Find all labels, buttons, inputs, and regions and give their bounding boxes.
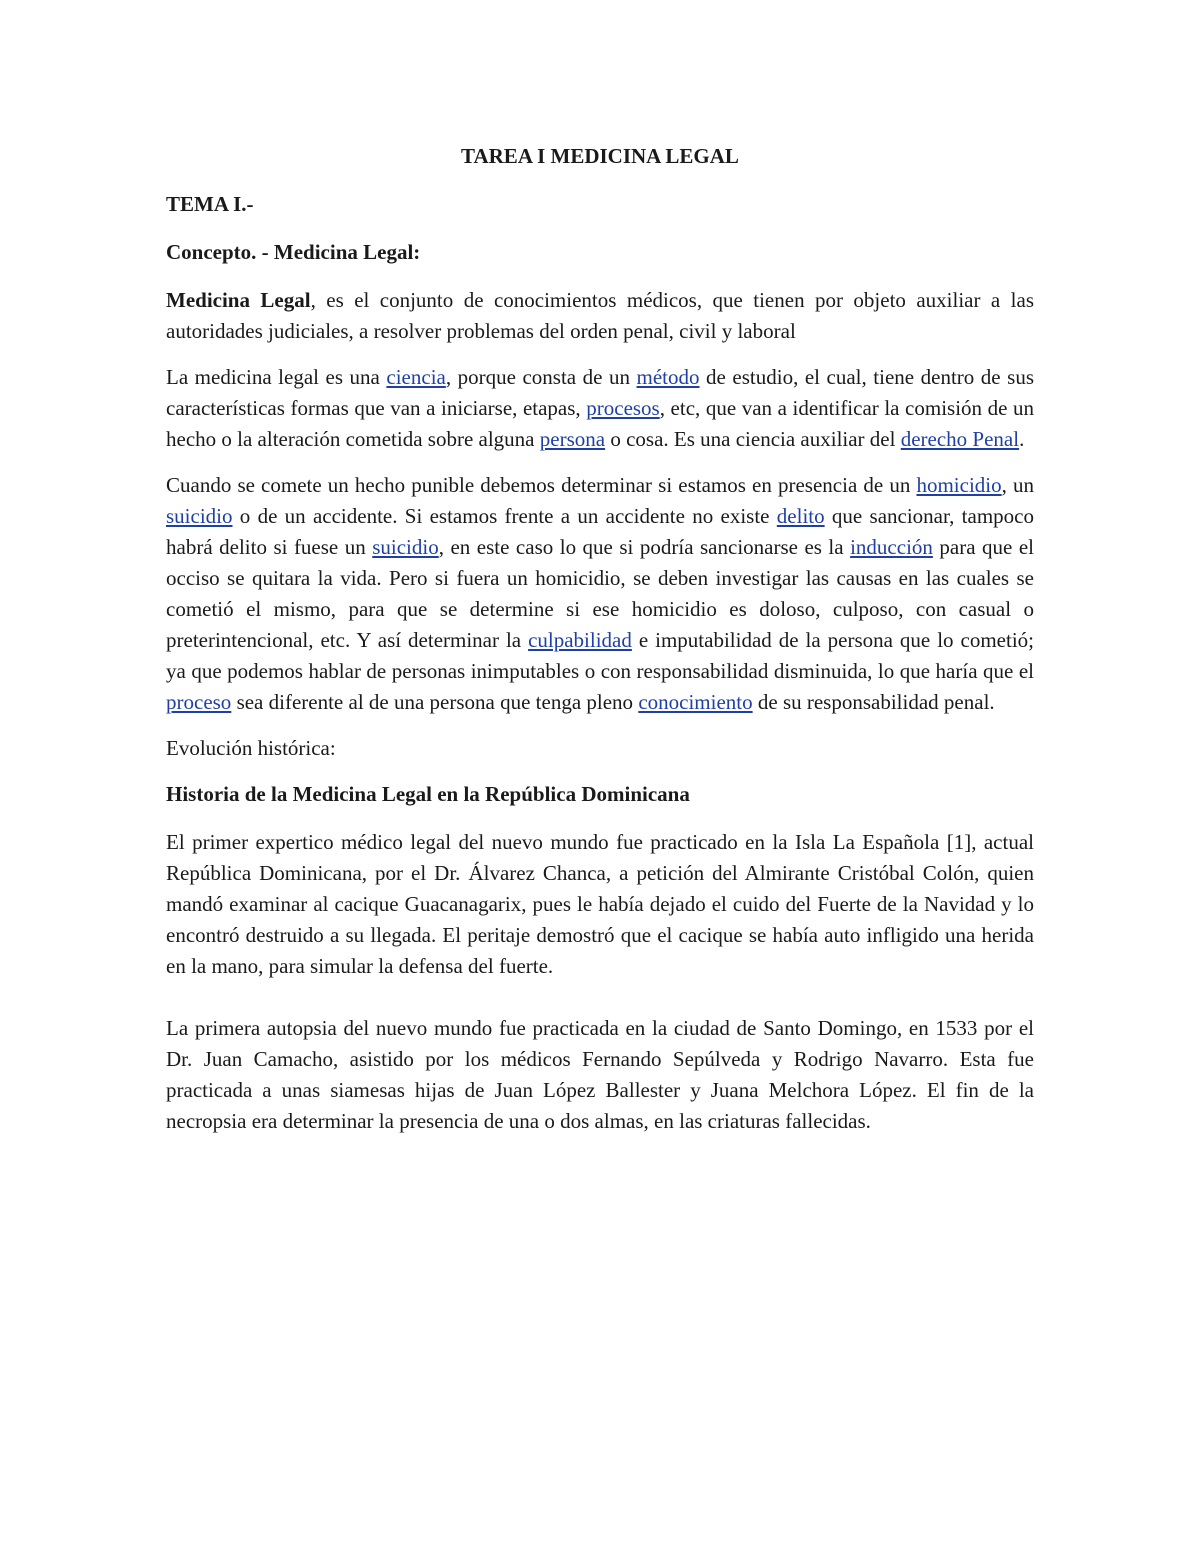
link-derecho-penal[interactable]: derecho Penal: [900, 427, 1020, 451]
evolucion-label: Evolución histórica:: [166, 736, 336, 760]
document-title: TAREA I MEDICINA LEGAL: [461, 144, 739, 168]
link-suicidio-2[interactable]: suicidio: [372, 535, 439, 559]
historia-heading: Historia de la Medicina Legal en la República Dominicana: [166, 782, 690, 806]
concepto-heading: Concepto. - Medicina Legal:: [166, 240, 421, 264]
paragraph-hecho-punible: Cuando se comete un hecho punible debemos determinar si estamos en presencia de un homicidio, un suicidio o de un accidente. Si estamos frente a un accidente no existe delito que sancionar, tampoco habrá delito si fuese un suicidio, en este caso lo que si podría sancionarse es la inducción para que el occiso se quitara la vida. Pero si fuera un homicidio, se deben investigar las causas en las cuales se cometió el mismo, para que se determine si ese homicidio es doloso, culposo, con casual o preterintencional, etc. Y así determinar la culpabilidad e imputabilidad de la persona que lo cometió; ya que podemos hablar de personas inimputables o con responsabilidad disminuida, lo que haría que el proceso sea diferente al de una persona que tenga pleno conocimiento de su responsabilidad penal.: [166, 473, 1035, 714]
paragraph-ciencia: La medicina legal es una ciencia, porque consta de un método de estudio, el cual, tiene dentro de sus características formas que van a iniciarse, etapas, procesos, etc, que van a identificar la comisión de un hecho o la alteración cometida sobre alguna persona o cosa. Es una ciencia auxiliar del derecho Penal.: [166, 365, 1035, 451]
link-induccion[interactable]: inducción: [850, 535, 933, 559]
document-page: [166, 141, 1034, 1152]
blank-line: [166, 982, 1034, 1013]
tema-heading: TEMA I.-: [166, 192, 254, 216]
link-homicidio[interactable]: homicidio: [916, 473, 1002, 497]
link-metodo[interactable]: método: [636, 365, 700, 389]
link-culpabilidad[interactable]: culpabilidad: [528, 628, 632, 652]
paragraph-primera-autopsia: La primera autopsia del nuevo mundo fue practicada en la ciudad de Santo Domingo, en 1533 por el Dr. Juan Camacho, asistido por los médicos Fernando Sepúlveda y Rodrigo Navarro. Esta fue practicada a unas siamesas hijas de Juan López Ballester y Juana Melchora López. El fin de la necropsia era determinar la presencia de una o dos almas, en las criaturas fallecidas.: [166, 1016, 1034, 1133]
link-ciencia[interactable]: ciencia: [386, 365, 446, 389]
link-proceso[interactable]: proceso: [166, 690, 232, 714]
term-medicina-legal: Medicina Legal: [166, 288, 311, 312]
link-procesos[interactable]: procesos: [586, 396, 660, 420]
link-conocimiento[interactable]: conocimiento: [638, 690, 753, 714]
link-persona[interactable]: persona: [539, 427, 606, 451]
paragraph-definition: Medicina Legal, es el conjunto de conocimientos médicos, que tienen por objeto auxiliar a las autoridades judiciales, a resolver problemas del orden penal, civil y laboral: [166, 288, 1034, 343]
link-suicidio[interactable]: suicidio: [166, 504, 233, 528]
paragraph-primer-expertico: El primer expertico médico legal del nuevo mundo fue practicado en la Isla La Española [1], actual República Dominicana, por el Dr. Álvarez Chanca, a petición del Almirante Cristóbal Colón, quien mandó examinar al cacique Guacanagarix, pues le había dejado el cuido del Fuerte de la Navidad y lo encontró destruido a su llegada. El peritaje demostró que el cacique se había auto infligido una herida en la mano, para simular la defensa del fuerte.: [166, 830, 1034, 978]
link-delito[interactable]: delito: [776, 504, 825, 528]
